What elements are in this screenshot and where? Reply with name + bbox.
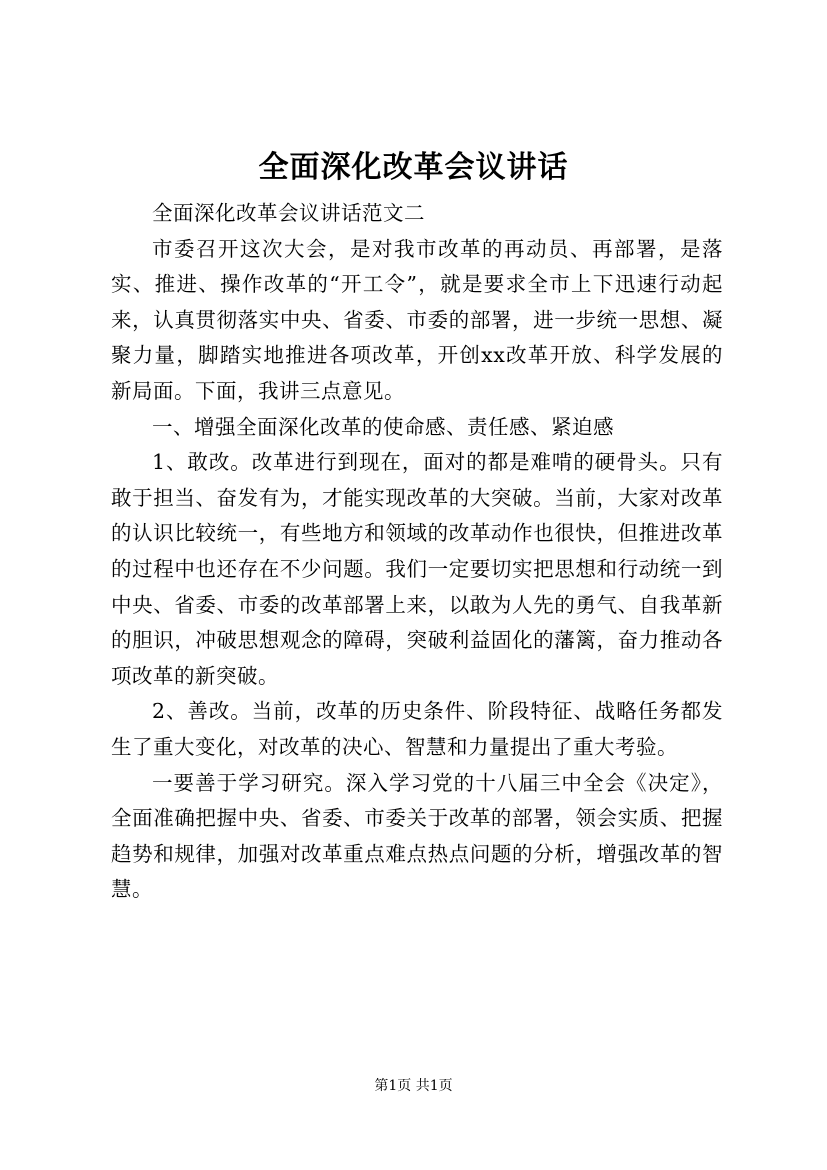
- document-body: [111, 196, 723, 908]
- paragraph-intro: 市委召开这次大会，是对我市改革的再动员、再部署，是落实、推进、操作改革的“开工令”，就是要求全市上下迅速行动起来，认真贯彻落实中央、省委、市委的部署，进一步统一思想、凝聚力量，脚踏实地推进各项改革，开创xx改革开放、科学发展的新局面。下面，我讲三点意见。: [111, 236, 723, 403]
- paragraph-study-research: 一要善于学习研究。深入学习党的十八届三中全会《决定》，全面准确把握中央、省委、市委关于改革的部署，领会实质、把握趋势和规律，加强对改革重点难点热点问题的分析，增强改革的智慧。: [111, 770, 723, 902]
- page-footer: 第1页 共1页: [374, 1078, 453, 1094]
- section-heading-1: 一、增强全面深化改革的使命感、责任感、紧迫感: [152, 414, 614, 439]
- paragraph-good-at-reform: 2、善改。当前，改革的历史条件、阶段特征、战略任务都发生了重大变化，对改革的决心、智慧和力量提出了重大考验。: [111, 699, 723, 759]
- document-title: 全面深化改革会议讲话: [258, 150, 569, 185]
- paragraph-dare-to-reform: 1、敢改。改革进行到现在，面对的都是难啃的硬骨头。只有敢于担当、奋发有为，才能实现改革的大突破。当前，大家对改革的认识比较统一，有些地方和领域的改革动作也很快，但推进改革的过程中也还存在不少问题。我们一定要切实把思想和行动统一到中央、省委、市委的改革部署上来，以敢为人先的勇气、自我革新的胆识，冲破思想观念的障碍，突破利益固化的藩篱，奋力推动各项改革的新突破。: [111, 450, 723, 688]
- paragraph-subtitle: 全面深化改革会议讲话范文二: [152, 201, 425, 225]
